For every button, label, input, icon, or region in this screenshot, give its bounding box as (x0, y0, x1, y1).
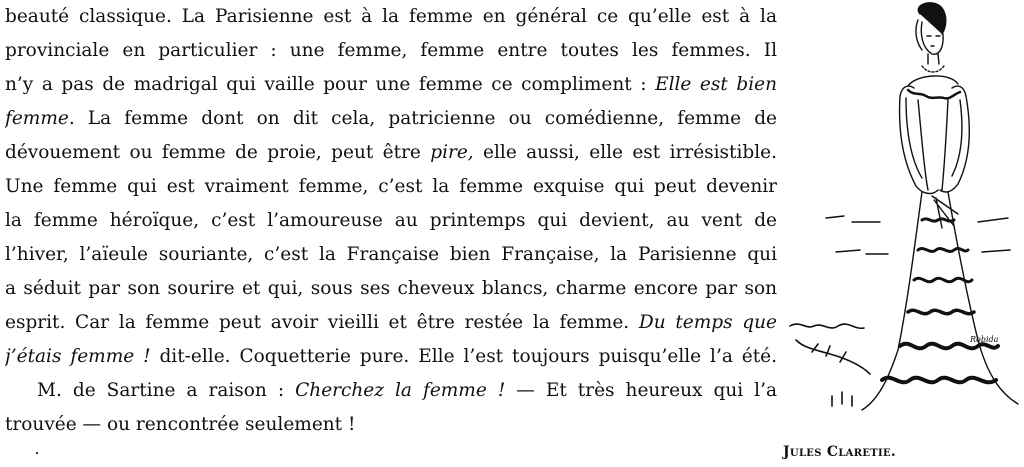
italic-phrase: j’étais femme ! (5, 346, 151, 367)
text-segment: . La femme dont on dit cela, patricienne ou comédienne, femme de (68, 108, 777, 129)
italic-phrase: pire, (430, 142, 474, 163)
text-line-12 (5, 374, 777, 408)
italic-phrase: Du temps que (638, 312, 777, 333)
text-line-11 (5, 340, 777, 374)
text-line-5 (5, 136, 777, 170)
body-text (5, 0, 777, 442)
italic-phrase: Elle est bien (655, 74, 777, 95)
text-segment: Et très heureux qui l’a (534, 380, 777, 401)
text-segment: elle aussi, elle est irrésistible. (473, 142, 777, 163)
text-segment: n’y a pas de madrigal qui vaille pour une femme ce compliment : (5, 74, 656, 95)
text-line-1: beauté classique. La Parisienne est à la femme en général ce qu’elle est à la (5, 6, 777, 27)
text-line-7: la femme héroïque, c’est l’amoureuse au printemps qui devient, au vent de (5, 210, 777, 231)
text-line-3 (5, 68, 777, 102)
author-signature: Jules Claretie. (783, 444, 897, 460)
text-line-9: a séduit par son sourire et qui, sous ses cheveux blancs, charme encore par son (5, 278, 777, 299)
text-segment: dévouement ou femme de proie, peut être (5, 142, 431, 163)
woman-in-gown-engraving-icon (782, 0, 1024, 425)
text-line-4 (5, 102, 777, 136)
italic-phrase: Cherchez la femme ! — (295, 380, 535, 401)
text-line-13: trouvée — ou rencontrée seulement ! (5, 414, 356, 435)
italic-phrase: femme (5, 108, 69, 129)
print-speck (36, 452, 38, 454)
text-line-8: l’hiver, l’aïeule souriante, c’est la Française bien Française, la Parisienne qui (5, 244, 777, 265)
artist-signature: Robida (970, 335, 999, 344)
text-line-10 (5, 306, 777, 340)
text-segment: dit-elle. Coquetterie pure. Elle l’est toujours puisqu’elle l’a été. (150, 346, 777, 367)
text-segment: esprit. Car la femme peut avoir vieilli et être restée la femme. (5, 312, 639, 333)
text-line-2: provinciale en particulier : une femme, femme entre toutes les femmes. Il (5, 40, 777, 61)
text-line-6: Une femme qui est vraiment femme, c’est la femme exquise qui peut devenir (5, 176, 777, 197)
text-segment: M. de Sartine a raison : (37, 380, 296, 401)
